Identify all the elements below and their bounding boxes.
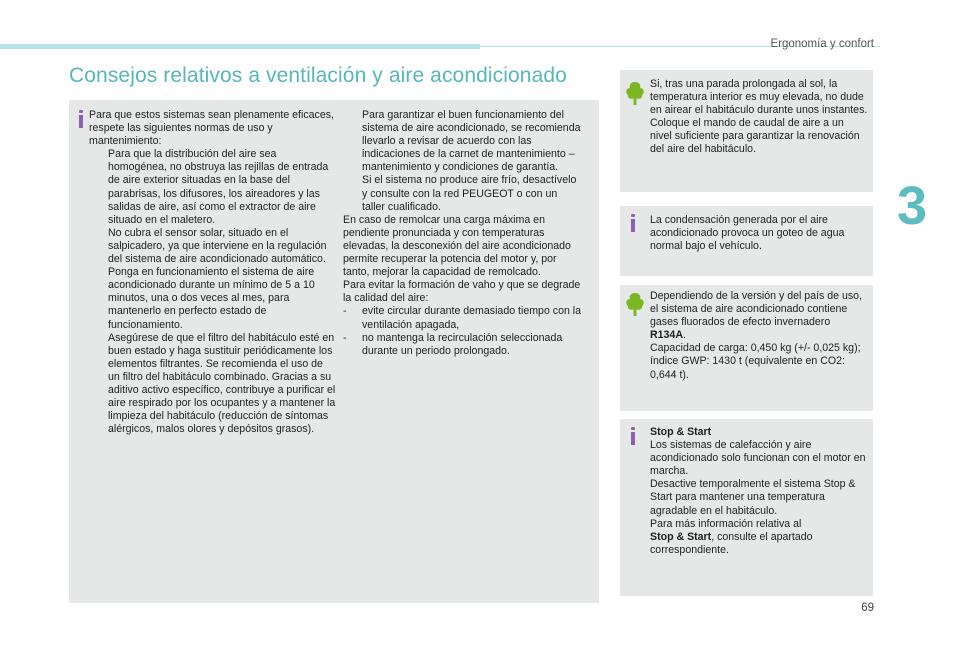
chapter-number: 3: [897, 176, 928, 236]
list-item: Ponga en funcionamiento el sistema de aire acondicionado durante un mínimo de 5 a 10 minutos, una o dos veces al mes, para mantenerlo en perfecto estado de funcionamiento.: [108, 266, 315, 331]
eco-tree-icon: [624, 291, 646, 317]
header-accent-bar: [0, 44, 480, 49]
advice-column-left: [89, 109, 337, 436]
list-item: No cubra el sensor solar, situado en el salpicadero, ya que interviene en la regulación del sistema de aire acondicionado automático.: [108, 226, 327, 266]
sun-parking-tip: Si, tras una parada prolongada al sol, la temperatura interior es muy elevada, no dude en airear el habitáculo durante unos instantes. Coloque el mando de caudal de aire a un nivel suficiente para garantizar la renovación del aire del habitáculo.: [650, 78, 868, 156]
eco-tree-icon: [624, 80, 646, 106]
list-item: Para garantizar el buen funcionamiento del sistema de aire acondicionado, se recomienda llevarlo a revisar de acuerdo con las indicaciones de la carnet de mantenimiento – mantenimiento y condiciones de garantía.: [362, 109, 581, 174]
list-item: - no mantenga la recirculación seleccionada durante un periodo prolongado.: [343, 331, 563, 357]
page-title: Consejos relativos a ventilación y aire acondicionado: [69, 64, 567, 87]
info-icon: [78, 110, 84, 128]
list-item: Si el sistema no produce aire frío, desactívelo y consulte con la red PEUGEOT o con un taller cualificado.: [362, 174, 577, 213]
stop-start-note: Stop & Start Los sistemas de calefacción y aire acondicionado solo funcionan con el motor en marcha. Desactive temporalmente el sistema Stop & Start para mantener una temperatura agradable en el habitáculo. Para más información relativa al Stop & Start, consulte el apartado correspondiente.: [650, 426, 866, 556]
section-header: Ergonomía y confort: [770, 38, 874, 50]
info-icon: [630, 214, 636, 232]
advice-column-right: [343, 109, 583, 358]
refrigerant-name: R134A: [650, 329, 683, 342]
list-item: - evite circular durante demasiado tiempo con la ventilación apagada,: [343, 305, 582, 331]
stop-start-title: Stop & Start: [650, 426, 712, 438]
page-number: 69: [861, 602, 874, 614]
fog-intro: Para evitar la formación de vaho y que se degrade la calidad del aire:: [343, 279, 581, 305]
condensation-note: La condensación generada por el aire acondicionado provoca un goteo de agua normal bajo el vehículo.: [650, 214, 845, 253]
list-item: Para que la distribución del aire sea homogénea, no obstruya las rejillas de entrada de aire exterior situadas en la base del parabrisas, los difusores, los aireadores y las salidas de aire, así como el extractor de aire situado en el maletero.: [108, 148, 329, 226]
advice-intro: Para que estos sistemas sean plenamente eficaces, respete las siguientes normas de uso y mantenimiento:: [89, 109, 334, 148]
list-item: Asegúrese de que el filtro del habitáculo esté en buen estado y haga sustituir periódicamente los elementos filtrantes. Se recomienda el uso de un filtro del habitáculo combinado. Gracias a su aditivo activo específico, contribuye a purificar el aire respirado por los ocupantes y a mantener la limpieza del habitáculo (reducción de síntomas alérgicos, malos olores y depósitos grasos).: [108, 331, 336, 436]
towing-paragraph: En caso de remolcar una carga máxima en pendiente pronunciada y con temperaturas elevadas, la desconexión del aire acondicionado permite recuperar la potencia del motor y, por tanto, mejorar la capacidad de remolcado.: [343, 213, 571, 279]
stop-start-reference: Stop & Start: [650, 530, 712, 543]
info-icon: [630, 427, 636, 445]
refrigerant-gas-info: Dependiendo de la versión y del país de uso, el sistema de aire acondicionado contiene gases fluorados de efecto invernadero R134A. Capacidad de carga: 0,450 kg (+/- 0,025 kg); índice GWP: 1430 t (equivalente en CO2: 0,644 t).: [650, 290, 863, 381]
